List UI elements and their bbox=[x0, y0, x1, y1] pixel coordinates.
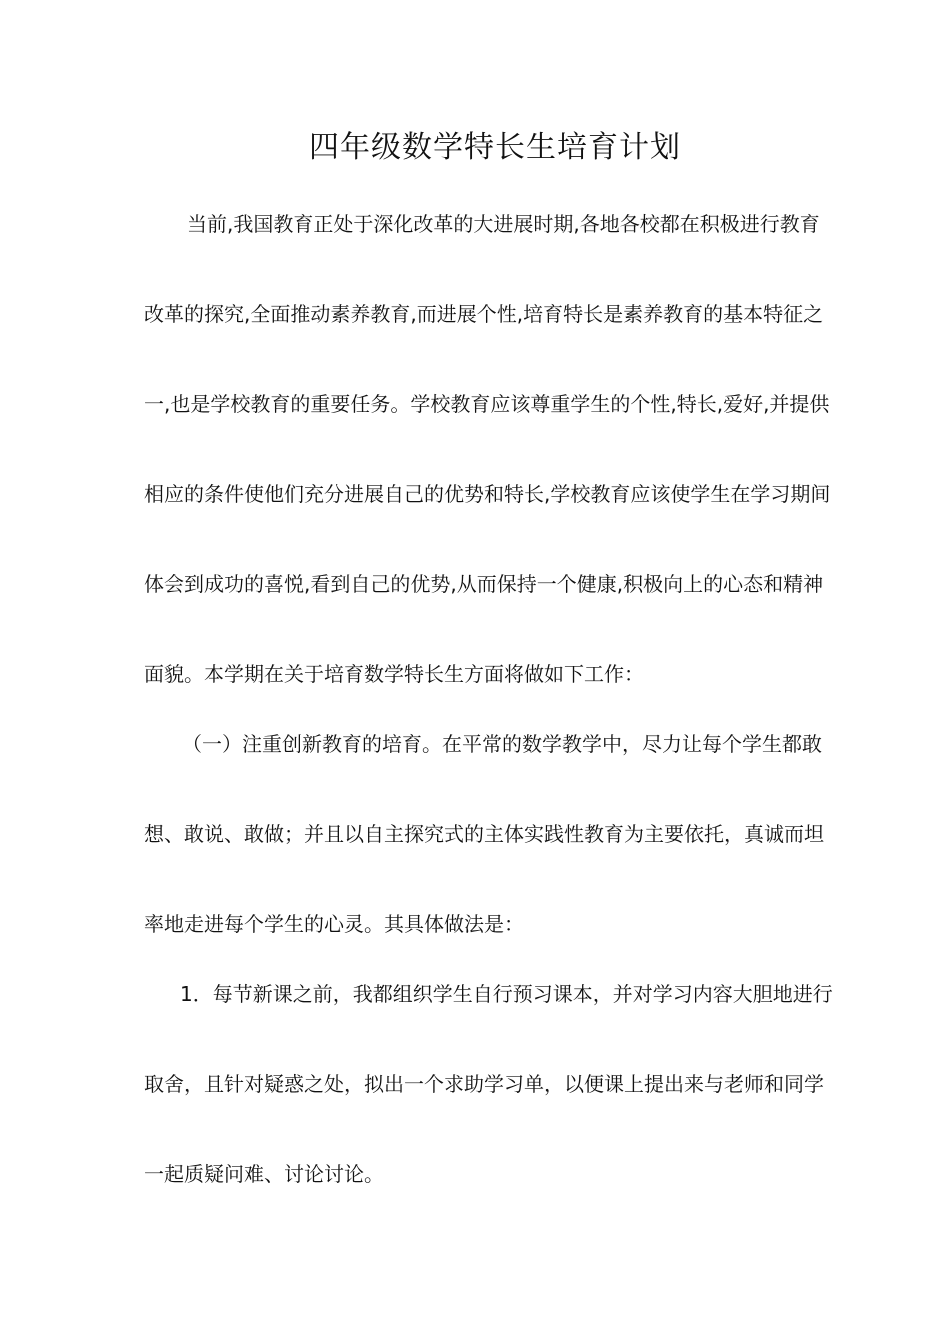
paragraph-3-line-2: 取舍，且针对疑惑之处，拟出一个求助学习单，以便课上提出来与老师和同学 bbox=[144, 1072, 824, 1096]
paragraph-1-line-2: 改革的探究,全面推动素养教育,而进展个性,培育特长是素养教育的基本特征之 bbox=[144, 302, 824, 326]
paragraph-2-line-1: （一）注重创新教育的培育。在平常的数学教学中，尽力让每个学生都敢 bbox=[182, 732, 822, 756]
paragraph-3-line-3: 一起质疑问难、讨论讨论。 bbox=[144, 1162, 384, 1186]
paragraph-1-line-6: 面貌。本学期在关于培育数学特长生方面将做如下工作： bbox=[144, 662, 644, 686]
paragraph-1-line-5: 体会到成功的喜悦,看到自己的优势,从而保持一个健康,积极向上的心态和精神 bbox=[144, 572, 824, 596]
paragraph-1-line-4: 相应的条件使他们充分进展自己的优势和特长,学校教育应该使学生在学习期间 bbox=[144, 482, 831, 506]
paragraph-3-line-1: 1．每节新课之前，我都组织学生自行预习课本，并对学习内容大胆地进行 bbox=[180, 982, 833, 1006]
paragraph-2-line-2: 想、敢说、敢做；并且以自主探究式的主体实践性教育为主要依托，真诚而坦 bbox=[144, 822, 824, 846]
paragraph-1-line-1: 当前,我国教育正处于深化改革的大进展时期,各地各校都在积极进行教育 bbox=[187, 212, 820, 236]
paragraph-2-line-3: 率地走进每个学生的心灵。其具体做法是： bbox=[144, 912, 524, 936]
paragraph-1-line-3: 一,也是学校教育的重要任务。学校教育应该尊重学生的个性,特长,爱好,并提供 bbox=[144, 392, 830, 416]
document-title: 四年级数学特长生培育计划 bbox=[309, 130, 681, 165]
